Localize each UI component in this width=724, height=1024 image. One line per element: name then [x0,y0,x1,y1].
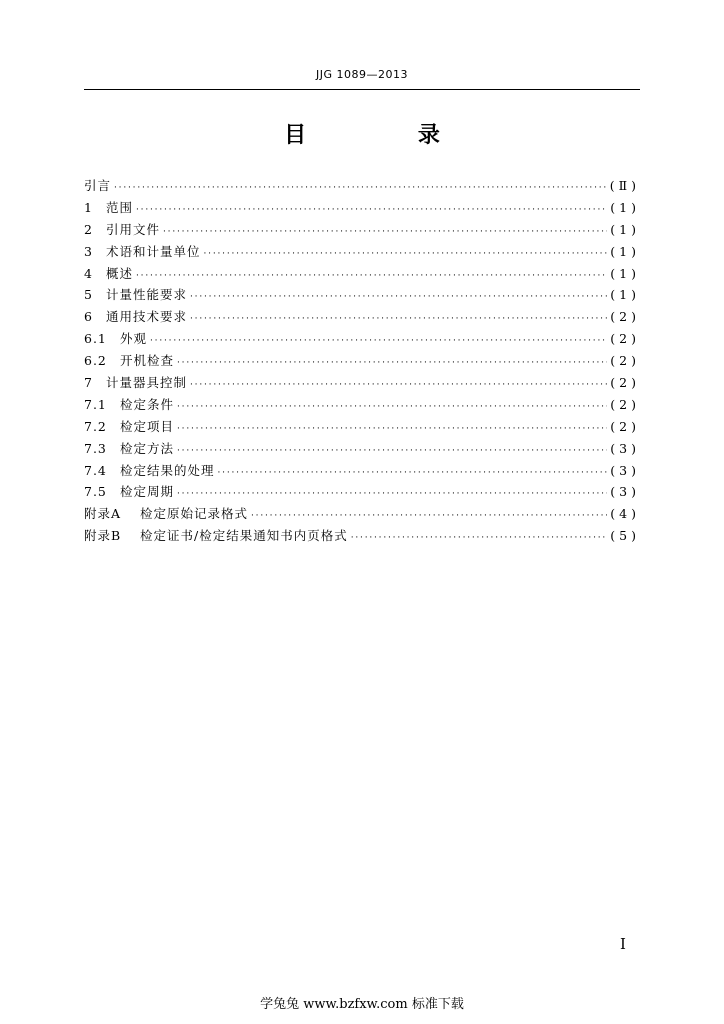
toc-entry-title: 范围 [106,199,134,215]
toc-entry-page: (3) [610,440,640,456]
toc-entry-page: (4) [610,506,640,522]
toc-entry[interactable] [84,175,640,197]
toc-dot-leader [136,266,607,288]
toc-dot-leader [177,353,607,375]
toc-entry-title: 检定方法 [120,440,175,456]
toc-entry-title: 术语和计量单位 [106,243,201,259]
toc-entry-number: 4 [84,265,93,281]
toc-entry-number: 7.5 [84,484,107,500]
toc-entry-title: 检定条件 [120,396,175,412]
toc-entry-page: (1) [610,287,640,303]
toc-entry-page: (1) [610,221,640,237]
toc-entry[interactable] [84,416,640,438]
toc-dot-leader [177,441,607,463]
page-title: 目 录 [284,123,492,148]
toc-entry-number: 6.1 [84,331,107,347]
toc-dot-leader [190,309,607,331]
toc-entry-title: 开机检查 [120,353,175,369]
toc-entry[interactable] [84,372,640,394]
toc-entry-number: 7.2 [84,418,107,434]
toc-entry-page: (1) [610,243,640,259]
toc-entry-page: (1) [610,265,640,281]
toc-entry-title: 外观 [120,331,148,347]
toc-entry-number: 6 [84,309,93,325]
toc-entry[interactable] [84,219,640,241]
toc-entry-number: 7.4 [84,462,107,478]
toc-entry-title: 检定周期 [120,484,175,500]
toc-dot-leader [351,528,608,550]
toc-dot-leader [136,200,607,222]
toc-entry-page: (2) [610,396,640,412]
toc-entry-title: 计量器具控制 [106,375,188,391]
toc-dot-leader [177,397,607,419]
toc-entry-page: (1) [610,199,640,215]
toc-entry-number: 7.1 [84,396,107,412]
toc-dot-leader [177,419,607,441]
toc-dot-leader [204,244,608,266]
header-divider [84,89,640,90]
toc-entry-page: (2) [610,418,640,434]
toc-entry-page: (2) [610,309,640,325]
toc-entry-title: 检定原始记录格式 [140,506,249,522]
toc-entry-page: (5) [610,528,640,544]
toc-entry[interactable] [84,197,640,219]
toc-entry-page: (2) [610,353,640,369]
toc-entry-number: 2 [84,221,93,237]
toc-entry[interactable] [84,263,640,285]
toc-entry[interactable] [84,460,640,482]
toc-entry[interactable] [84,306,640,328]
toc-entry[interactable] [84,350,640,372]
toc-entry-page: (2) [610,331,640,347]
toc-entry[interactable] [84,284,640,306]
toc-entry[interactable] [84,438,640,460]
toc-entry[interactable] [84,503,640,525]
standard-code-header: JJG 1089—2013 [316,68,408,81]
toc-entry-number: 6.2 [84,353,107,369]
toc-entry[interactable] [84,481,640,503]
toc-entry-page: (Ⅱ) [609,178,640,193]
toc-entry-number: 5 [84,287,93,303]
toc-entry-page: (3) [610,484,640,500]
toc-entry-page: (2) [610,375,640,391]
toc-entry-number: 7.3 [84,440,107,456]
toc-entry-number: 附录B [84,528,122,544]
toc-entry-title: 检定项目 [120,418,175,434]
toc-entry-page: (3) [610,462,640,478]
toc-entry-title: 引用文件 [106,221,161,237]
toc-dot-leader [150,331,607,353]
toc-entry-title: 计量性能要求 [106,287,188,303]
toc-entry-title: 引言 [84,178,112,193]
toc-entry-number: 3 [84,243,93,259]
toc-entry-number: 1 [84,199,93,215]
toc-entry-title: 通用技术要求 [106,309,188,325]
toc-dot-leader [114,178,607,200]
toc-entry-title: 检定结果的处理 [120,462,215,478]
toc-entry[interactable] [84,241,640,263]
toc-entry[interactable] [84,525,640,547]
toc-entry[interactable] [84,394,640,416]
toc-entry-title: 检定证书/检定结果通知书内页格式 [140,528,348,544]
table-of-contents [84,175,640,547]
footer-watermark: 学兔兔 www.bzfxw.com 标准下载 [260,997,464,1012]
toc-dot-leader [218,463,608,485]
toc-entry[interactable] [84,328,640,350]
page-number: I [620,935,626,953]
toc-entry-number: 7 [84,375,93,391]
toc-dot-leader [190,375,607,397]
toc-dot-leader [163,222,607,244]
toc-dot-leader [190,287,607,309]
toc-entry-number: 附录A [84,506,122,522]
toc-entry-title: 概述 [106,265,134,281]
